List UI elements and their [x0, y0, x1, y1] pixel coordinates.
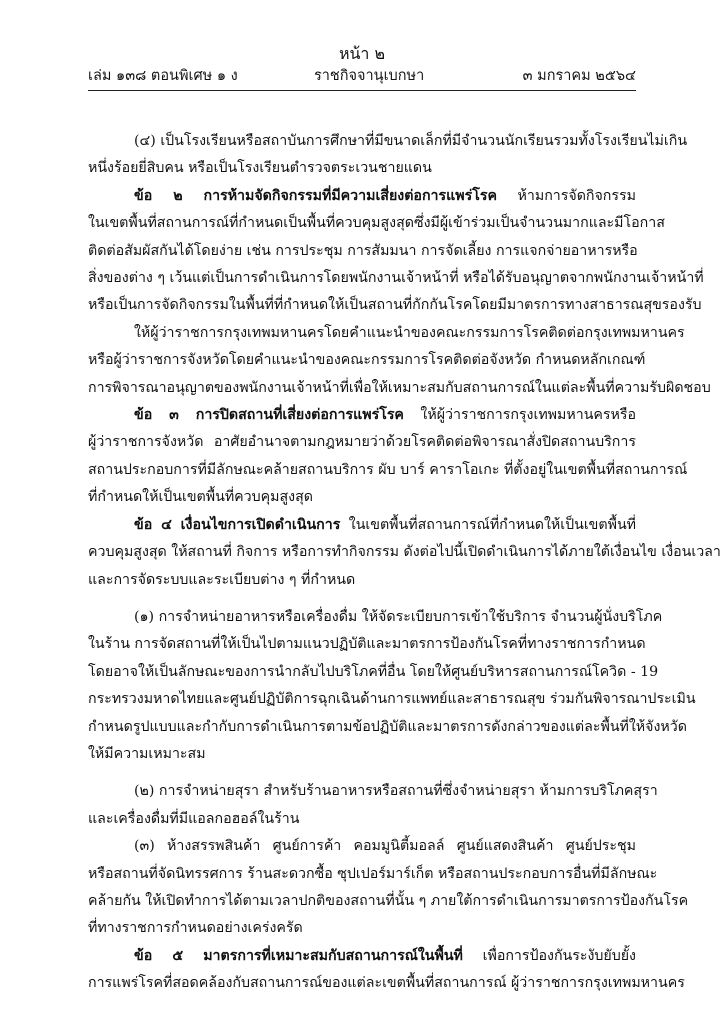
volume-label: เล่ม ๑๓๘ ตอนพิเศษ ๑ ง [88, 68, 238, 84]
article-4-heading-line [88, 512, 636, 539]
paragraph-line: และเครื่องดื่มที่มีแอลกอฮอล์ในร้าน [88, 810, 300, 827]
paragraph-line: โดยอาจให้เป็นลักษณะของการนำกลับไปบริโภคที่อื่น โดยให้ศูนย์บริหารสถานการณ์โควิด - 19 [88, 663, 659, 680]
paragraph-text: เพื่อการป้องกันระงับยับยั้ง [462, 947, 636, 964]
paragraph-line: การแพร่โรคที่สอดคล้องกับสถานการณ์ของแต่ละเขตพื้นที่สถานการณ์ ผู้ว่าราชการกรุงเทพมหานคร [88, 975, 685, 992]
paragraph-line: หรือผู้ว่าราชการจังหวัดโดยคำแนะนำของคณะกรรมการโรคติดต่อจังหวัด กำหนดหลักเกณฑ์ [88, 352, 646, 369]
paragraph-line: สิ่งของต่าง ๆ เว้นแต่เป็นการดำเนินการโดยพนักงานเจ้าหน้าที่ หรือได้รับอนุญาตจากพนักงานเจ้าหน้าที่ [88, 270, 704, 287]
paragraph-line: (๑) การจำหน่ายอาหารหรือเครื่องดื่ม ให้จัดระเบียบการเข้าใช้บริการ จำนวนผู้นั่งบริโภค [134, 608, 663, 625]
paragraph-line: ที่ทางราชการกำหนดอย่างเคร่งครัด [88, 920, 303, 937]
paragraph-line: (๒) การจำหน่ายสุรา สำหรับร้านอาหารหรือสถานที่ซึ่งจำหน่ายสุรา ห้ามการบริโภคสุรา [134, 783, 658, 800]
paragraph-line: ผู้ว่าราชการจังหวัด อาศัยอำนาจตามกฎหมายว่าด้วยโรคติดต่อพิจารณาสั่งปิดสถานบริการ [88, 434, 636, 451]
article-5-heading-line [88, 943, 636, 970]
page-number: หน้า ๒ [338, 44, 386, 63]
paragraph-line: ในร้าน การจัดสถานที่ให้เป็นไปตามแนวปฏิบัติและมาตรการป้องกันโรคที่ทางราชการกำหนด [88, 636, 646, 653]
article-4-heading: ข้อ ๔ เงื่อนไขการเปิดดำเนินการ [134, 516, 341, 533]
paragraph-line: ที่กำหนดให้เป็นเขตพื้นที่ควบคุมสูงสุด [88, 489, 313, 506]
article-3-heading: ข้อ ๓ การปิดสถานที่เสี่ยงต่อการแพร่โรค [134, 407, 404, 424]
paragraph-line: ติดต่อสัมผัสกันได้โดยง่าย เช่น การประชุม การสัมมนา การจัดเลี้ยง การแจกจ่ายอาหารหรือ [88, 242, 638, 259]
paragraph-line: การพิจารณาอนุญาตของพนักงานเจ้าหน้าที่เพื่อให้เหมาะสมกับสถานการณ์ในแต่ละพื้นที่ความรับผิดชอบ [88, 379, 711, 396]
paragraph-line: ให้มีความเหมาะสม [88, 745, 206, 762]
paragraph-line: หรือสถานที่จัดนิทรรศการ ร้านสะดวกซื้อ ซุปเปอร์มาร์เก็ต หรือสถานประกอบการอื่นที่มีลักษณะ [88, 865, 658, 882]
paragraph-line: และการจัดระบบและระเบียบต่าง ๆ ที่กำหนด [88, 571, 356, 588]
document-body [88, 128, 721, 998]
paragraph-line: สถานประกอบการที่มีลักษณะคล้ายสถานบริการ ผับ บาร์ คาราโอเกะ ที่ตั้งอยู่ในเขตพื้นที่สถานการณ์ [88, 461, 688, 478]
paragraph-line: ให้ผู้ว่าราชการกรุงเทพมหานครโดยคำแนะนำของคณะกรรมการโรคติดต่อกรุงเทพมหานคร [134, 324, 685, 341]
paragraph-line: หรือเป็นการจัดกิจกรรมในพื้นที่ที่กำหนดให้เป็นสถานที่กักกันโรคโดยมีมาตรการทางสาธารณสุขรองรับ [88, 297, 702, 314]
paragraph-line: คล้ายกัน ให้เปิดทำการได้ตามเวลาปกติของสถานที่นั้น ๆ ภายใต้การดำเนินการมาตรการป้องกันโรค [88, 892, 689, 909]
paragraph-text: ในเขตพื้นที่สถานการณ์ที่กำหนดให้เป็นเขตพื้นที่ [340, 516, 636, 533]
paragraph-line: กำหนดรูปแบบและกำกับการดำเนินการตามข้อปฏิบัติและมาตรการดังกล่าวของแต่ละพื้นที่ให้จังหวัด [88, 718, 687, 735]
paragraph-line: ในเขตพื้นที่สถานการณ์ที่กำหนดเป็นพื้นที่ควบคุมสูงสุดซึ่งมีผู้เข้าร่วมเป็นจำนวนมากและมีโอกาส [88, 215, 665, 232]
paragraph-line: (๓) ห้างสรรพสินค้า ศูนย์การค้า คอมมูนิตี้มอลล์ ศูนย์แสดงสินค้า ศูนย์ประชุม [134, 838, 636, 855]
paragraph-text: ห้ามการจัดกิจกรรม [496, 187, 636, 204]
paragraph-line: หนึ่งร้อยยี่สิบคน หรือเป็นโรงเรียนตำรวจตระเวนชายแดน [88, 160, 432, 177]
paragraph-line: ควบคุมสูงสุด ให้สถานที่ กิจการ หรือการทำกิจกรรม ดังต่อไปนี้เปิดดำเนินการได้ภายใต้เงื่อนไข เงื่อนเวลา [88, 544, 721, 561]
publication-name: ราชกิจจานุเบกษา [314, 68, 425, 84]
article-3-heading-line [88, 402, 636, 429]
article-5-heading: ข้อ ๕ มาตรการที่เหมาะสมกับสถานการณ์ในพื้นที่ [134, 947, 463, 964]
article-2-heading-line [88, 183, 636, 210]
paragraph-text: ให้ผู้ว่าราชการกรุงเทพมหานครหรือ [403, 407, 637, 424]
publication-date: ๓ มกราคม ๒๕๖๔ [522, 68, 636, 84]
gazette-header [88, 64, 636, 86]
paragraph-line: (๔) เป็นโรงเรียนหรือสถาบันการศึกษาที่มีขนาดเล็กที่มีจำนวนนักเรียนรวมทั้งโรงเรียนไม่เกิน [134, 133, 688, 149]
header-divider [88, 90, 636, 91]
paragraph-line: กระทรวงมหาดไทยและศูนย์ปฏิบัติการฉุกเฉินด้านการแพทย์และสาธารณสุข ร่วมกันพิจารณาประเมิน [88, 691, 696, 708]
article-2-heading: ข้อ ๒ การห้ามจัดกิจกรรมที่มีความเสี่ยงต่อการแพร่โรค [134, 187, 497, 204]
